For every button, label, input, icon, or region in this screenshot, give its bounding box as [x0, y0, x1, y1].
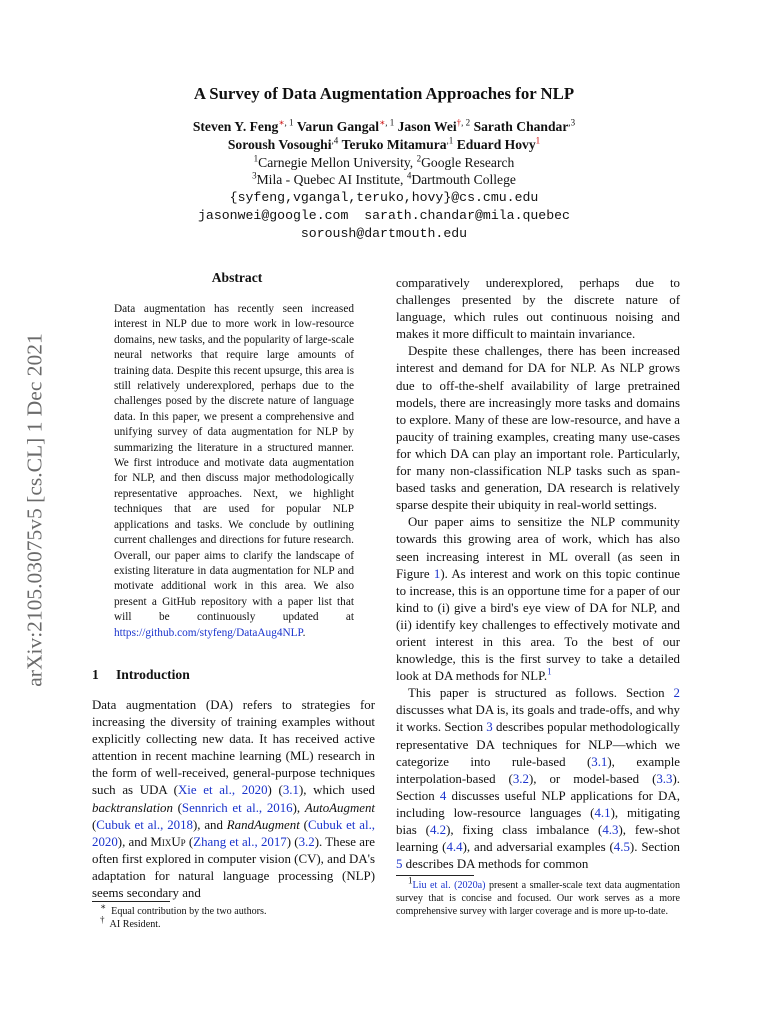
section-ref-link[interactable]: 2	[673, 686, 680, 701]
footnote-mark: †	[100, 914, 105, 925]
equal-contrib-mark[interactable]: ∗	[278, 117, 285, 128]
paragraph	[396, 685, 680, 873]
text-run: ),	[292, 800, 305, 815]
affiliation: Dartmouth College	[411, 172, 516, 188]
text-run: ). These are often first explored in computer vision (CV), and DA's adaptation for natural language processing (NLP) seems secondary and	[92, 834, 376, 901]
email-line: jasonwei@google.com sarath.chandar@mila.quebec	[198, 207, 570, 223]
figure-ref-link[interactable]: 1	[433, 566, 441, 581]
author-name: Steven Y. Feng	[192, 119, 279, 134]
text-run: This paper is structured as follows. Section	[408, 686, 674, 701]
section-ref-link[interactable]: 4.4	[446, 840, 463, 855]
footnote-text: present a smaller-scale text data augmentation survey that is concise and focused. Our work serves as a more comprehensive survey with larger coverage and is more up-to-date.	[396, 880, 680, 917]
section-ref-link[interactable]: 3.1	[282, 783, 299, 798]
author-name: Eduard Hovy	[456, 136, 536, 152]
affiliation: Google Research	[421, 154, 515, 170]
text-run: ), and	[117, 834, 151, 849]
author-affiliation-mark: ,1	[446, 135, 454, 146]
text-run: ). Section	[629, 840, 681, 855]
text-run: ), mitigating bias (	[396, 805, 681, 837]
intro-left-column	[92, 697, 375, 902]
section-ref-link[interactable]: 4.3	[602, 823, 619, 837]
section-ref-link[interactable]: 4.5	[613, 840, 630, 855]
affiliation: Carnegie Mellon University,	[258, 154, 417, 170]
author-affiliation-mark: 1	[535, 135, 541, 146]
term: RandAugment	[226, 817, 300, 832]
footnotes-left	[100, 901, 267, 931]
email-line: soroush@dartmouth.edu	[300, 225, 468, 241]
paragraph: Despite these challenges, there has been increased interest and demand for DA for NLP. As NLP grows due to off-the-shelf availability of large pretrained models, there are increasingly more tasks and domains to explore. Many of these are low-resource, and have a paucity of training examples, creating many use-cases for which DA can play an important role. Particularly, for many non-classification NLP tasks such as span-based tasks and generation, DA research is relatively sparse despite their ubiquity in real-world settings.	[396, 344, 680, 513]
affiliation-number: 4	[406, 170, 412, 181]
text-run: ) (	[267, 783, 283, 798]
author-affiliation-mark: , 2	[461, 117, 471, 128]
author-affiliation-mark: , 1	[284, 117, 294, 128]
email-line: {syfeng,vgangal,teruko,hovy}@cs.cmu.edu	[229, 190, 539, 206]
citation-link[interactable]: Cubuk et al., 2020	[92, 817, 376, 849]
section-ref-link[interactable]: 3.2	[298, 834, 315, 849]
section-heading-introduction	[92, 667, 190, 683]
text-run: Our paper aims to sensitize the NLP community towards this growing area of work, which has also seen increasing interest in ML overall (as seen in Figure	[396, 515, 680, 581]
abstract-body	[114, 302, 354, 641]
footnote-ref-link[interactable]: 1	[547, 666, 552, 677]
section-ref-link[interactable]: 3.2	[512, 771, 529, 786]
text-run: Data augmentation (DA) refers to strategies for increasing the diversity of training examples without explicitly collecting new data. It has received active attention in recent machine learning (ML) research in the form of well-received, general-purpose techniques such as UDA (	[92, 698, 375, 798]
text-run: ), and adversarial examples (	[462, 840, 614, 855]
text-run: (	[185, 834, 194, 849]
footnote	[100, 914, 266, 931]
section-ref-link[interactable]: 3	[486, 720, 493, 735]
text-run: (	[299, 817, 308, 832]
author-line-1	[0, 118, 768, 136]
text-run: (	[172, 800, 182, 815]
section-title: Introduction	[116, 667, 190, 682]
equal-contrib-mark[interactable]: ∗	[379, 117, 386, 128]
term: backtranslation	[92, 800, 173, 815]
author-line-2	[0, 136, 768, 154]
section-number: 1	[92, 667, 99, 682]
affiliation-line-1	[0, 154, 768, 172]
section-ref-link[interactable]: 4.1	[594, 805, 611, 820]
text-run: ) (	[286, 834, 299, 849]
paragraph	[396, 514, 680, 685]
text-run: ), which used	[298, 783, 376, 798]
github-link[interactable]: https://github.com/styfeng/DataAug4NLP	[114, 626, 303, 639]
footnote-mark: 1	[408, 875, 413, 886]
citation-link[interactable]: Cubuk et al., 2018	[96, 817, 193, 832]
author-name: Teruko Mitamura	[341, 136, 447, 152]
affiliation: Mila - Quebec AI Institute,	[256, 172, 407, 188]
section-ref-link[interactable]: 3.1	[591, 754, 608, 769]
author-affiliation-mark: , 1	[385, 117, 395, 128]
footnote-mark: ∗	[100, 901, 107, 912]
footnote-text: AI Resident.	[109, 919, 161, 931]
footnote-text: Equal contribution by the two authors.	[111, 906, 267, 917]
text-run: ). Section	[396, 771, 680, 803]
text-run: discusses useful NLP applications for DA, including low-resource languages (	[396, 788, 680, 820]
citation-link[interactable]: Sennrich et al., 2016	[181, 800, 293, 815]
author-block	[0, 118, 768, 243]
section-ref-link[interactable]: 4.2	[429, 823, 447, 837]
paragraph	[92, 697, 375, 902]
paragraph: comparatively underexplored, perhaps due to challenges presented by the discrete nature of language, which rules out continuous noising and makes it more difficult to maintain invariance.	[396, 276, 680, 342]
arxiv-sidebar-stamp	[18, 320, 52, 700]
intro-right-column	[396, 275, 680, 873]
citation-link[interactable]: Zhang et al., 2017	[193, 834, 287, 849]
affiliation-number: 1	[253, 153, 259, 164]
section-ref-link[interactable]: 4	[439, 788, 447, 803]
text-run: ), or model-based (	[528, 771, 657, 786]
text-run: ). As interest and work on this topic continue to increase, this is an opportune time for a paper of our kind to (i) give a bird's eye view of DA for NLP, and (ii) identify key challenges to effectively motivate and orient interest in this area. To the best of our knowledge, this is the first survey to take a detailed look at DA methods for NLP.	[396, 566, 680, 684]
footnote-right	[396, 875, 680, 918]
citation-link[interactable]: Liu et al. (2020a)	[412, 880, 486, 891]
author-name: Jason Wei	[397, 119, 457, 134]
affiliation-line-2	[0, 171, 768, 189]
section-ref-link[interactable]: 5	[396, 857, 403, 872]
term: AutoAugment	[304, 800, 375, 815]
author-affiliation-mark: ,3	[568, 117, 576, 128]
citation-link[interactable]: Xie et al., 2020	[177, 783, 268, 798]
text-run: discusses what DA is, its goals and trade-offs, and why it works. Section	[396, 703, 680, 735]
arxiv-id: arXiv:2105.03075v5 [cs.CL] 1 Dec 2021	[22, 333, 47, 687]
author-name: Sarath Chandar	[473, 119, 569, 134]
abstract-heading: Abstract	[211, 270, 263, 285]
abstract-end: .	[302, 626, 306, 639]
affiliation-number: 3	[252, 170, 257, 181]
text-run: ), and	[192, 817, 227, 832]
text-run: describes DA methods for common	[402, 857, 589, 872]
text-run: describes popular methodologically representative DA techniques for NLP—which we categorize into rule-based (	[396, 720, 680, 769]
section-ref-link[interactable]: 3.3	[656, 771, 673, 786]
affiliation-number: 2	[416, 153, 422, 164]
author-affiliation-mark: ,4	[331, 135, 339, 146]
paper-title: A Survey of Data Augmentation Approaches for NLP	[193, 84, 575, 103]
abstract-text: Data augmentation has recently seen increased interest in NLP due to more work in low-resource domains, new tasks, and the popularity of large-scale neural networks that require large amounts of training data. Despite this recent upsurge, this area is still relatively underexplored, perhaps due to the challenges posed by the discrete nature of language data. In this paper, we present a comprehensive and unifying survey of data augmentation for NLP by summarizing the literature in a structured manner. We first introduce and motivate data augmentation for NLP, and then discuss major methodologically representative approaches. Next, we highlight techniques that are used for popular NLP applications and tasks. We conclude by outlining current challenges and directions for future research. Overall, our paper aims to clarify the landscape of existing literature in data augmentation for NLP and motivate additional work in this area. We also present a GitHub repository with a paper list that will be continuously updated at	[114, 303, 354, 624]
text-run: ), few-shot learning (	[396, 823, 681, 855]
ai-resident-mark[interactable]: †	[456, 117, 462, 128]
author-name: Soroush Vosoughi	[227, 136, 332, 152]
term: MixUp	[150, 834, 186, 849]
text-run: ), example interpolation-based (	[396, 754, 680, 786]
text-run: (	[92, 817, 97, 832]
footnote	[100, 901, 267, 918]
text-run: ), fixing class imbalance (	[446, 823, 603, 837]
author-name: Varun Gangal	[296, 119, 380, 134]
